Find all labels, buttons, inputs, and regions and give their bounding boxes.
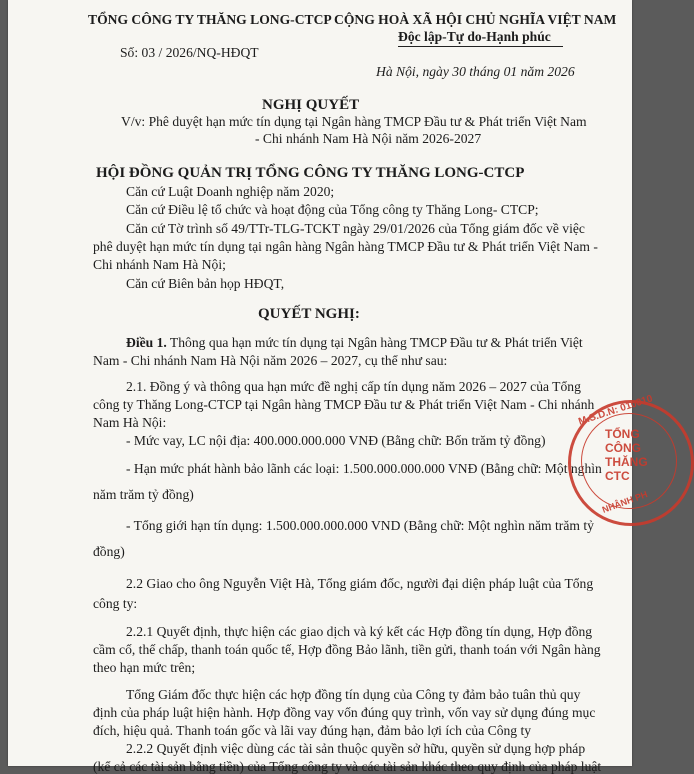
body-line: - Tổng giới hạn tín dụng: 1.500.000.000.000 VND (Bằng chữ: Một nghìn năm trăm tỷ [126, 518, 594, 533]
seal-bottom-text: NHÂNH PH [600, 489, 649, 515]
seal-line-2: CÔNG [605, 441, 641, 455]
document-type: NGHỊ QUYẾT [262, 97, 360, 113]
subject-line-1: V/v: Phê duyệt hạn mức tín dụng tại Ngân hàng TMCP Đầu tư & Phát triển Việt Nam [121, 114, 587, 129]
seal-line-4: CTC [605, 469, 630, 483]
body-line: 2.2.1 Quyết định, thực hiện các giao dịch và ký kết các Hợp đồng tín dụng, Hợp đồng [126, 624, 593, 639]
subject-line-2: - Chi nhánh Nam Hà Nội năm 2026-2027 [255, 131, 482, 146]
seal-line-1: TỔNG [605, 427, 640, 441]
body-line: 2.2.2 Quyết định việc dùng các tài sản thuộc quyền sở hữu, quyền sử dụng hợp pháp [126, 741, 586, 756]
document-number: Số: 03 / 2026/NQ-HĐQT [120, 45, 259, 60]
body-line: đồng) [93, 544, 125, 559]
basis-3: Căn cứ Tờ trình số 49/TTr-TLG-TCKT ngày 29/01/2026 của Tổng giám đốc về việc [126, 221, 585, 236]
seal-code: M.S.D.N: 010010 [577, 393, 655, 428]
body-line: 2.1. Đồng ý và thông qua hạn mức đề nghị cấp tín dụng năm 2026 – 2027 của Tổng [126, 379, 581, 394]
company-name: TỔNG CÔNG TY THĂNG LONG-CTCP [88, 12, 332, 27]
motto: Độc lập-Tự do-Hạnh phúc [398, 29, 551, 44]
article-1-line-1 [126, 335, 583, 350]
body-line: Nam Hà Nội: [93, 415, 167, 430]
resolve-heading: QUYẾT NGHỊ: [258, 306, 360, 322]
place-date: Hà Nội, ngày 30 tháng 01 năm 2026 [376, 64, 575, 79]
body-line: công ty Thăng Long-CTCP tại Ngân hàng TMCP Đầu tư & Phát triển Việt Nam - Chi nhánh [93, 397, 595, 412]
body-line: (kể cả các tài sản bằng tiền) của Tổng công ty và các tài sản khác theo quy định của pháp luật [93, 759, 602, 774]
basis-1: Căn cứ Luật Doanh nghiệp năm 2020; [126, 184, 335, 199]
body-line: theo hạn mức trên; [93, 660, 196, 675]
body-line: - Hạn mức phát hành bảo lãnh các loại: 1.500.000.000.000 VNĐ (Bằng chữ: Một nghìn [126, 461, 602, 476]
document-page [8, 0, 655, 774]
country-name: CỘNG HOÀ XÃ HỘI CHỦ NGHĨA VIỆT NAM [334, 12, 617, 27]
company-seal [568, 393, 694, 526]
body-line: cầm cố, thế chấp, thanh toán quốc tế, Hợp đồng Bảo lãnh, tiền gửi, thanh toán với Ngân hàng [93, 642, 601, 657]
body-line: năm trăm tỷ đồng) [93, 487, 194, 502]
seal-line-3: THĂNG [605, 455, 648, 469]
body-line: định của pháp luật hiện hành. Hợp đồng vay vốn đúng quy trình, vốn vay sử dụng đúng mục [93, 705, 596, 720]
basis-3-cont-2: Chi nhánh Nam Hà Nội; [93, 257, 226, 272]
basis-3-cont: phê duyệt hạn mức tín dụng tại ngân hàng Ngân hàng TMCP Đầu tư & Phát triển Việt Nam - [93, 239, 598, 254]
basis-2: Căn cứ Điều lệ tổ chức và hoạt động của Tổng công ty Thăng Long- CTCP; [126, 202, 539, 217]
body-line: - Mức vay, LC nội địa: 400.000.000.000 VNĐ (Bằng chữ: Bốn trăm tỷ đồng) [126, 433, 546, 448]
article-1-label: Điều 1. [126, 335, 167, 350]
body-line: đích, hiệu quả. Thanh toán gốc và lãi vay đúng hạn, đảm bảo lợi ích của Công ty [93, 723, 532, 738]
body-line: 2.2 Giao cho ông Nguyễn Việt Hà, Tổng giám đốc, người đại diện pháp luật của Tổng [126, 576, 594, 591]
board-title: HỘI ĐỒNG QUẢN TRỊ TỔNG CÔNG TY THĂNG LONG-CTCP [96, 165, 525, 181]
seal-name [605, 427, 648, 483]
motto-underline [398, 46, 563, 47]
body-line: Tổng Giám đốc thực hiện các hợp đồng tín dụng của Công ty đảm bảo tuân thủ quy [126, 687, 581, 702]
article-1-text: Thông qua hạn mức tín dụng tại Ngân hàng TMCP Đầu tư & Phát triển Việt [166, 335, 583, 350]
article-1-line-2: Nam - Chi nhánh Nam Hà Nội năm 2026 – 2027, cụ thể như sau: [93, 353, 448, 368]
basis-4: Căn cứ Biên bản họp HĐQT, [126, 276, 285, 291]
body-line: công ty: [93, 596, 138, 611]
